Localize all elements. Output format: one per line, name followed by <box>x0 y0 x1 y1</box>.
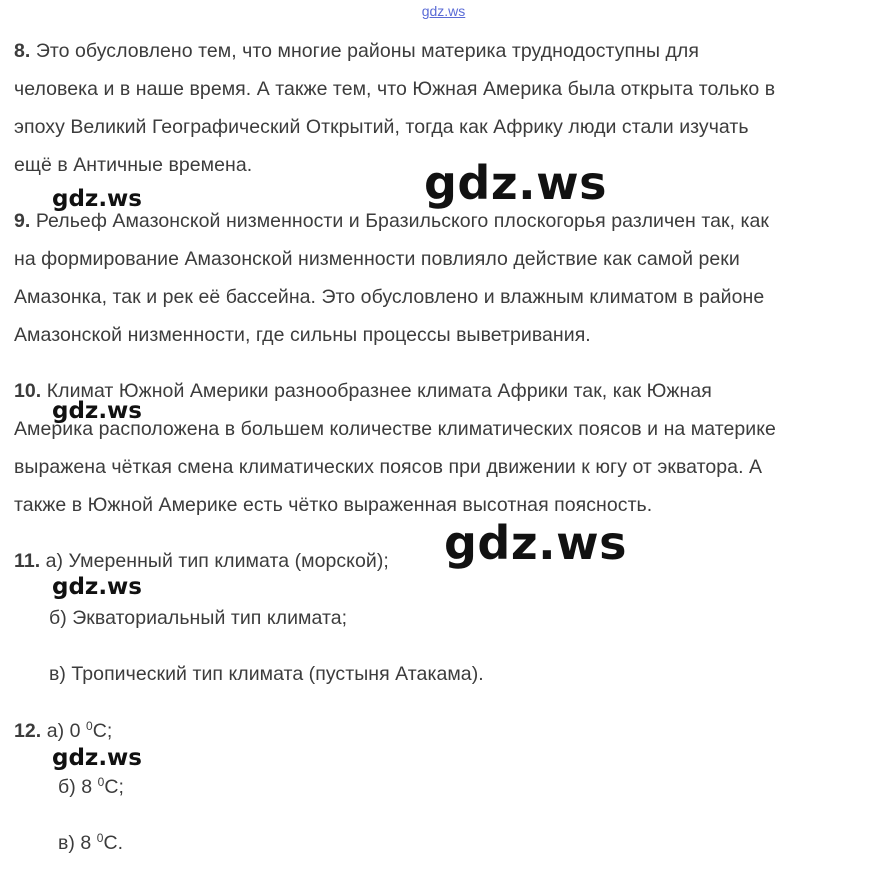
answer-9-line-3: Амазонка, так и рек её бассейна. Это обусловлено и влажным климатом в районе <box>14 286 765 308</box>
answer-8-line-3: эпоху Великий Географический Открытий, тогда как Африку люди стали изучать <box>14 116 749 138</box>
answer-8-line-4: ещё в Античные времена. <box>14 154 253 176</box>
answer-9-line-2: на формирование Амазонской низменности повлияло действие как самой реки <box>14 248 740 270</box>
answer-10-number: 10. <box>14 380 42 402</box>
answer-10-line-1: 10. Климат Южной Америки разнообразнее климата Африки так, как Южная <box>14 380 712 402</box>
answer-12-number: 12. <box>14 720 42 742</box>
answer-12-item-a: 12. а) 0 $^0$C; <box>14 719 113 742</box>
answer-10-line-3: выражена чёткая смена климатических поясов при движении к югу от экватора. А <box>14 456 763 478</box>
answer-12-item-b: б) 8 $^0$C; <box>58 775 124 798</box>
top-watermark-link[interactable]: gdz.ws <box>421 3 466 19</box>
answer-11-number: 11. <box>14 550 41 572</box>
answer-10-line-4: также в Южной Америке есть чётко выраженная высотная поясность. <box>14 494 653 516</box>
answer-8-number: 8. <box>14 40 31 62</box>
answer-11-item-b: б) Экваториальный тип климата; <box>49 607 348 629</box>
watermark-small-1: gdz.ws <box>52 186 142 212</box>
answer-8-line-1: 8. Это обусловлено тем, что многие районы материка труднодоступны для <box>14 40 699 62</box>
answer-10-line-2: Америка расположена в большем количестве климатических поясов и на материке <box>14 418 776 440</box>
watermark-large-1: gdz.ws <box>424 156 607 210</box>
answer-9-number: 9. <box>14 210 31 232</box>
watermark-small-3: gdz.ws <box>52 574 142 600</box>
answer-12-item-c: в) 8 $^0$C. <box>58 831 124 854</box>
watermark-small-2: gdz.ws <box>52 398 142 424</box>
watermark-small-4: gdz.ws <box>52 745 142 771</box>
answer-8-line-2: человека и в наше время. А также тем, что Южная Америка была открыта только в <box>14 78 776 100</box>
answer-9-line-4: Амазонской низменности, где сильны процессы выветривания. <box>14 324 591 346</box>
answer-9-line-1: 9. Рельеф Амазонской низменности и Бразильского плоскогорья различен так, как <box>14 210 770 232</box>
answer-11-item-c: в) Тропический тип климата (пустыня Атакама). <box>49 663 484 685</box>
watermark-large-2: gdz.ws <box>444 516 627 570</box>
answer-11-item-a: 11. а) Умеренный тип климата (морской); <box>14 550 389 572</box>
